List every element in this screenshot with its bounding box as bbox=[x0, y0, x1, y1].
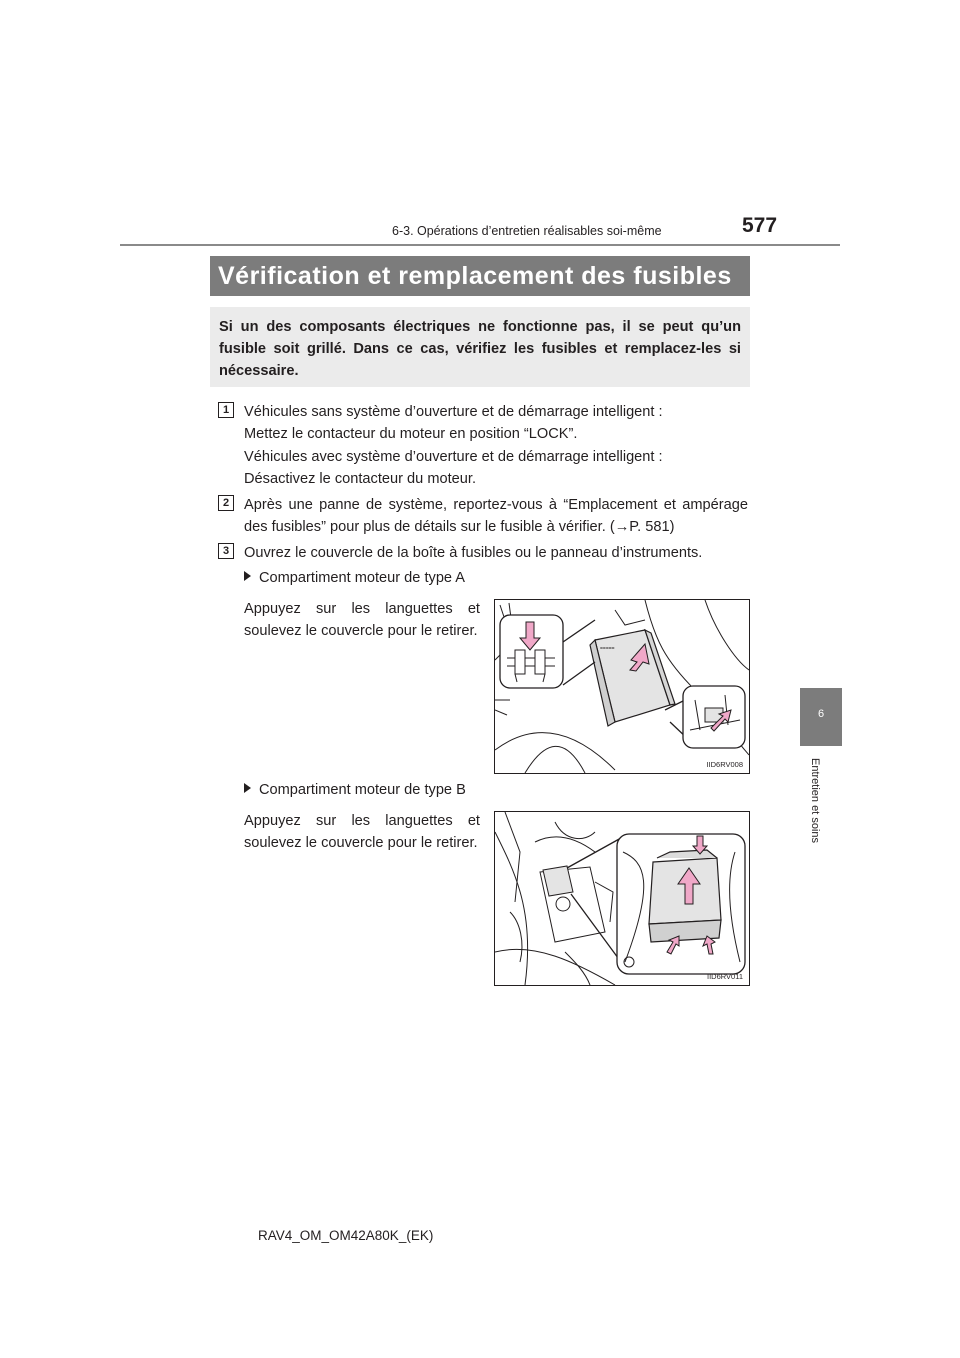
step-1-line-4: Désactivez le contacteur du moteur. bbox=[244, 471, 476, 487]
header-section-title: 6-3. Opérations d’entretien réalisables soi-même bbox=[392, 224, 662, 238]
sub-item-a-text: Appuyez sur les languettes et soulevez le couvercle pour le retirer. bbox=[244, 601, 480, 639]
sub-item-b-heading-row bbox=[244, 782, 466, 798]
sub-item-b-text: Appuyez sur les languettes et soulevez le couvercle pour le retirer. bbox=[244, 813, 480, 851]
footer-document-code: RAV4_OM_OM42A80K_(EK) bbox=[258, 1228, 434, 1243]
illustration-engine-compartment-a bbox=[495, 600, 749, 773]
section-title: Vérification et remplacement des fusibles bbox=[218, 262, 732, 290]
step-1-line-2: Mettez le contacteur du moteur en position “LOCK”. bbox=[244, 426, 578, 442]
chapter-side-label-wrap bbox=[785, 758, 857, 868]
intro-box bbox=[210, 307, 750, 387]
chapter-tab[interactable] bbox=[800, 688, 842, 746]
figure-fuse-box-type-b bbox=[494, 811, 750, 986]
step-number-3: 3 bbox=[218, 543, 234, 559]
intro-text: Si un des composants électriques ne fonctionne pas, il se peut qu’un fusible soit grillé. Dans ce cas, vérifiez les fusibles et remplacez-les si nécessaire. bbox=[219, 319, 741, 379]
bullet-triangle-icon bbox=[244, 571, 251, 581]
illustration-engine-compartment-b bbox=[495, 812, 749, 985]
figure-fuse-box-type-a bbox=[494, 599, 750, 774]
header-rule bbox=[120, 244, 840, 246]
figure-code-b: IID6RV011 bbox=[707, 972, 743, 981]
sub-item-b-heading: Compartiment moteur de type B bbox=[259, 782, 466, 798]
section-title-bar bbox=[210, 256, 750, 296]
step-number-1: 1 bbox=[218, 402, 234, 418]
figure-code-a: IID6RV008 bbox=[706, 760, 743, 769]
chapter-tab-number: 6 bbox=[817, 708, 825, 720]
sub-item-a-heading: Compartiment moteur de type A bbox=[259, 570, 466, 586]
bullet-triangle-icon bbox=[244, 783, 251, 793]
step-3-text: Ouvrez le couvercle de la boîte à fusibles ou le panneau d’instruments. bbox=[244, 545, 703, 561]
chapter-side-label: Entretien et soins bbox=[809, 758, 821, 843]
svg-text:=====: ===== bbox=[600, 646, 615, 652]
step-1-line-1: Véhicules sans système d’ouverture et de démarrage intelligent : bbox=[244, 404, 663, 420]
step-1-line-3: Véhicules avec système d’ouverture et de démarrage intelligent : bbox=[244, 449, 663, 465]
step-number-2: 2 bbox=[218, 495, 234, 511]
step-2-text: Après une panne de système, reportez-vous à “Emplacement et ampérage des fusibles” pour plus de détails sur le fusible à vérifier. (→P. 581) bbox=[244, 497, 748, 535]
sub-item-a-heading-row bbox=[244, 570, 465, 586]
page-number: 577 bbox=[742, 214, 778, 237]
